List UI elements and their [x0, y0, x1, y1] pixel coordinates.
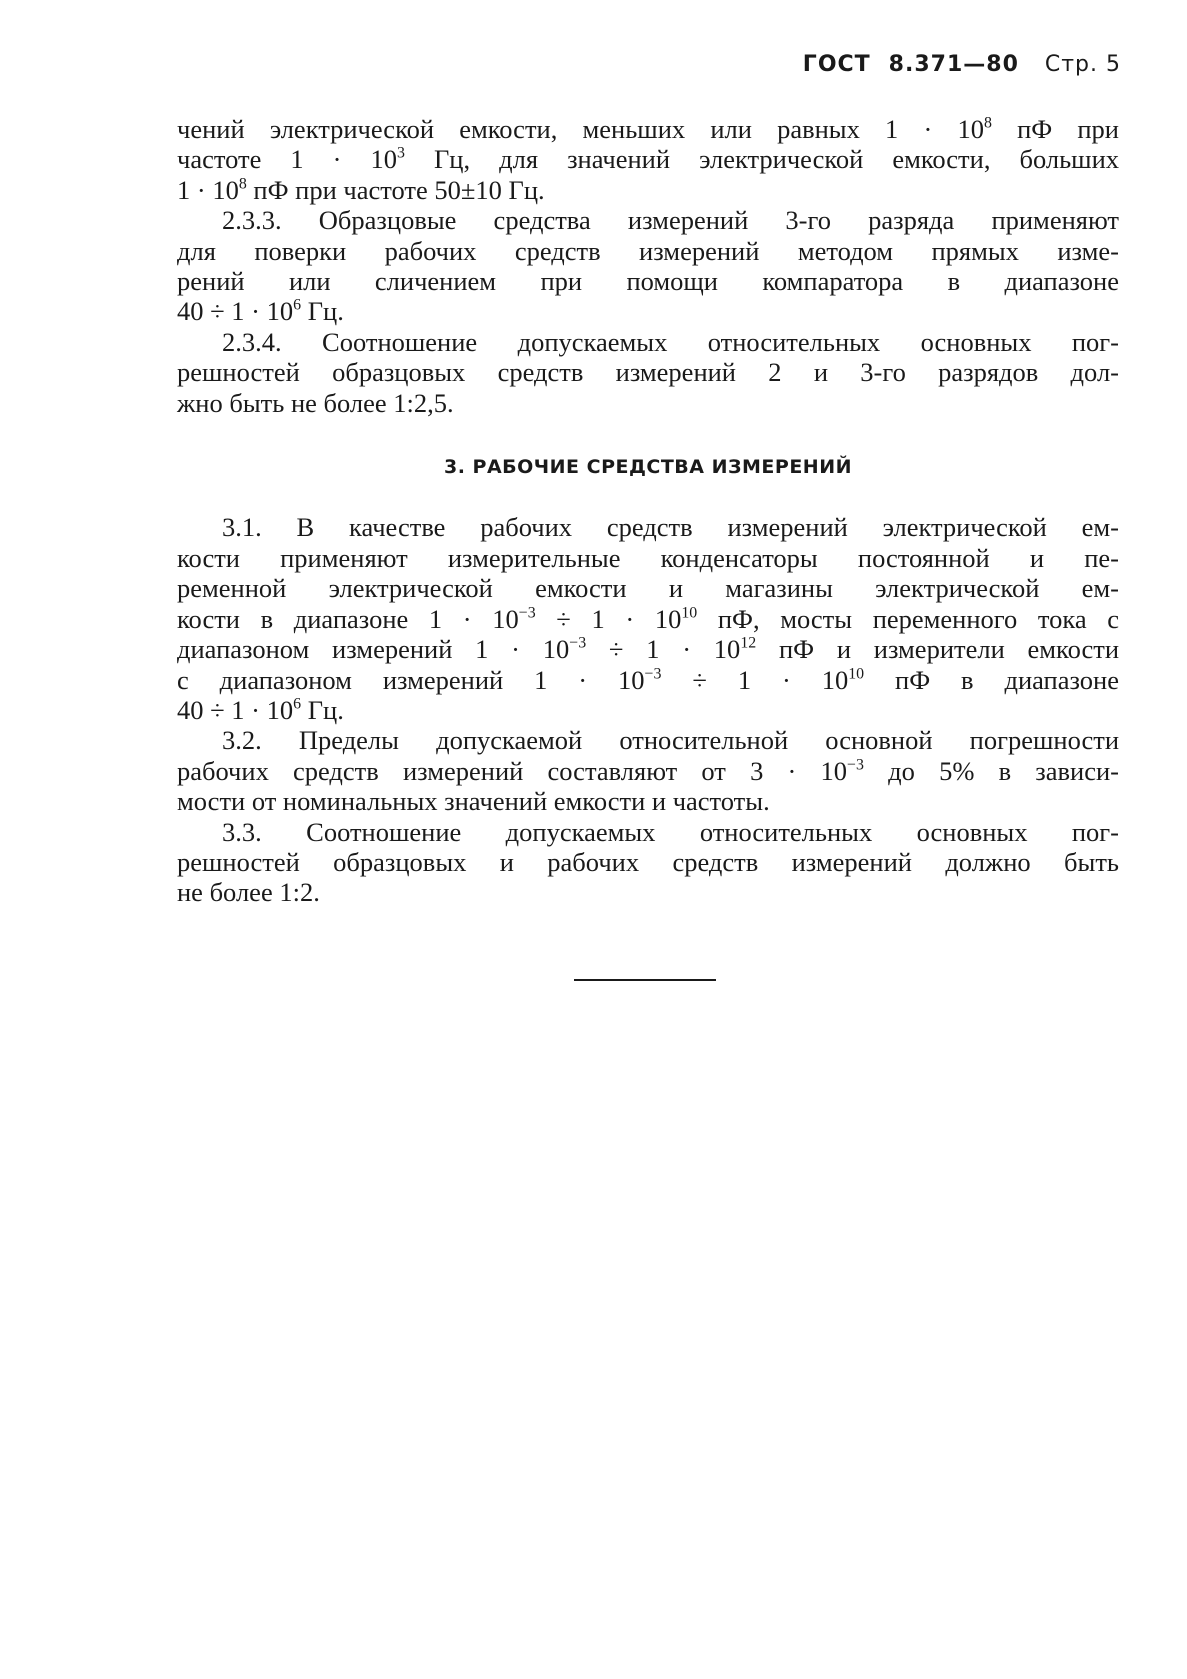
paragraph-2-3-4 [177, 327, 1119, 418]
standard-label: ГОСТ [802, 52, 871, 77]
text-line: ременной электрической емкости и магазины электрической ем- [177, 573, 1119, 604]
text-line: решностей образцовых средств измерений 2 и 3-го разрядов дол- [177, 357, 1119, 388]
text-line: кости применяют измерительные конденсаторы постоянной и пе- [177, 542, 1119, 573]
text-line: 3.2. Пределы допускаемой относительной основной погрешности [222, 725, 1119, 756]
text-line: не более 1:2. [177, 877, 320, 908]
page-number: Стр. 5 [1044, 52, 1121, 77]
document-body [177, 114, 1119, 908]
paragraph-3-2 [177, 725, 1119, 816]
text-line: 3.1. В качестве рабочих средств измерений электрической ем- [222, 512, 1119, 543]
text-line: рений или сличением при помощи компаратора в диапазоне [177, 266, 1119, 297]
text-line: мости от номинальных значений емкости и частоты. [177, 786, 770, 817]
text-line: $1 \cdot 10^8$ пФ при частоте 50±10 Гц. [177, 174, 545, 205]
section-heading: 3. РАБОЧИЕ СРЕДСТВА ИЗМЕРЕНИЙ [443, 456, 853, 479]
paragraph-cont [177, 114, 1119, 205]
text-line: 2.3.3. Образцовые средства измерений 3-го разряда применяют [222, 205, 1119, 236]
paragraph-3-1 [177, 512, 1119, 725]
text-line: для поверки рабочих средств измерений методом прямых изме- [177, 235, 1119, 266]
standard-number: 8.371—80 [888, 52, 1019, 77]
paragraphs-before-section [177, 114, 1119, 418]
text-line: решностей образцовых и рабочих средств измерений должно быть [177, 846, 1119, 877]
paragraphs-after-section [177, 512, 1119, 907]
paragraph-3-3 [177, 817, 1119, 908]
standard-designation [803, 52, 1019, 77]
text-line: 2.3.4. Соотношение допускаемых относительных основных пог- [222, 326, 1119, 357]
text-line: с диапазоном измерений $1 \cdot 10^{-3} \div 1 \cdot 10^{10}$ пФ в диапазоне [177, 664, 1119, 695]
page-header [803, 52, 1121, 77]
text-line: рабочих средств измерений составляют от $3 \cdot 10^{-3}$ до 5% в зависи- [177, 755, 1119, 786]
paragraph-2-3-3 [177, 205, 1119, 327]
text-line: частоте $1 \cdot 10^3$ Гц, для значений электрической емкости, больших [177, 144, 1120, 175]
text-line: кости в диапазоне $1 \cdot 10^{-3} \div 1 \cdot 10^{10}$ пФ, мосты переменного тока с [177, 603, 1119, 634]
text-line: диапазоном измерений $1 \cdot 10^{-3} \div 1 \cdot 10^{12}$ пФ и измерители емкости [177, 634, 1120, 665]
text-line: $40 \div 1 \cdot 10^6$ Гц. [177, 296, 344, 327]
text-line: чений электрической емкости, меньших или равных $1 \cdot 10^8$ пФ при [177, 114, 1119, 144]
text-line: жно быть не более 1:2,5. [177, 387, 454, 418]
end-rule [574, 979, 716, 981]
text-line: $40 \div 1 \cdot 10^6$ Гц. [177, 694, 344, 725]
text-line: 3.3. Соотношение допускаемых относительных основных пог- [222, 816, 1119, 847]
